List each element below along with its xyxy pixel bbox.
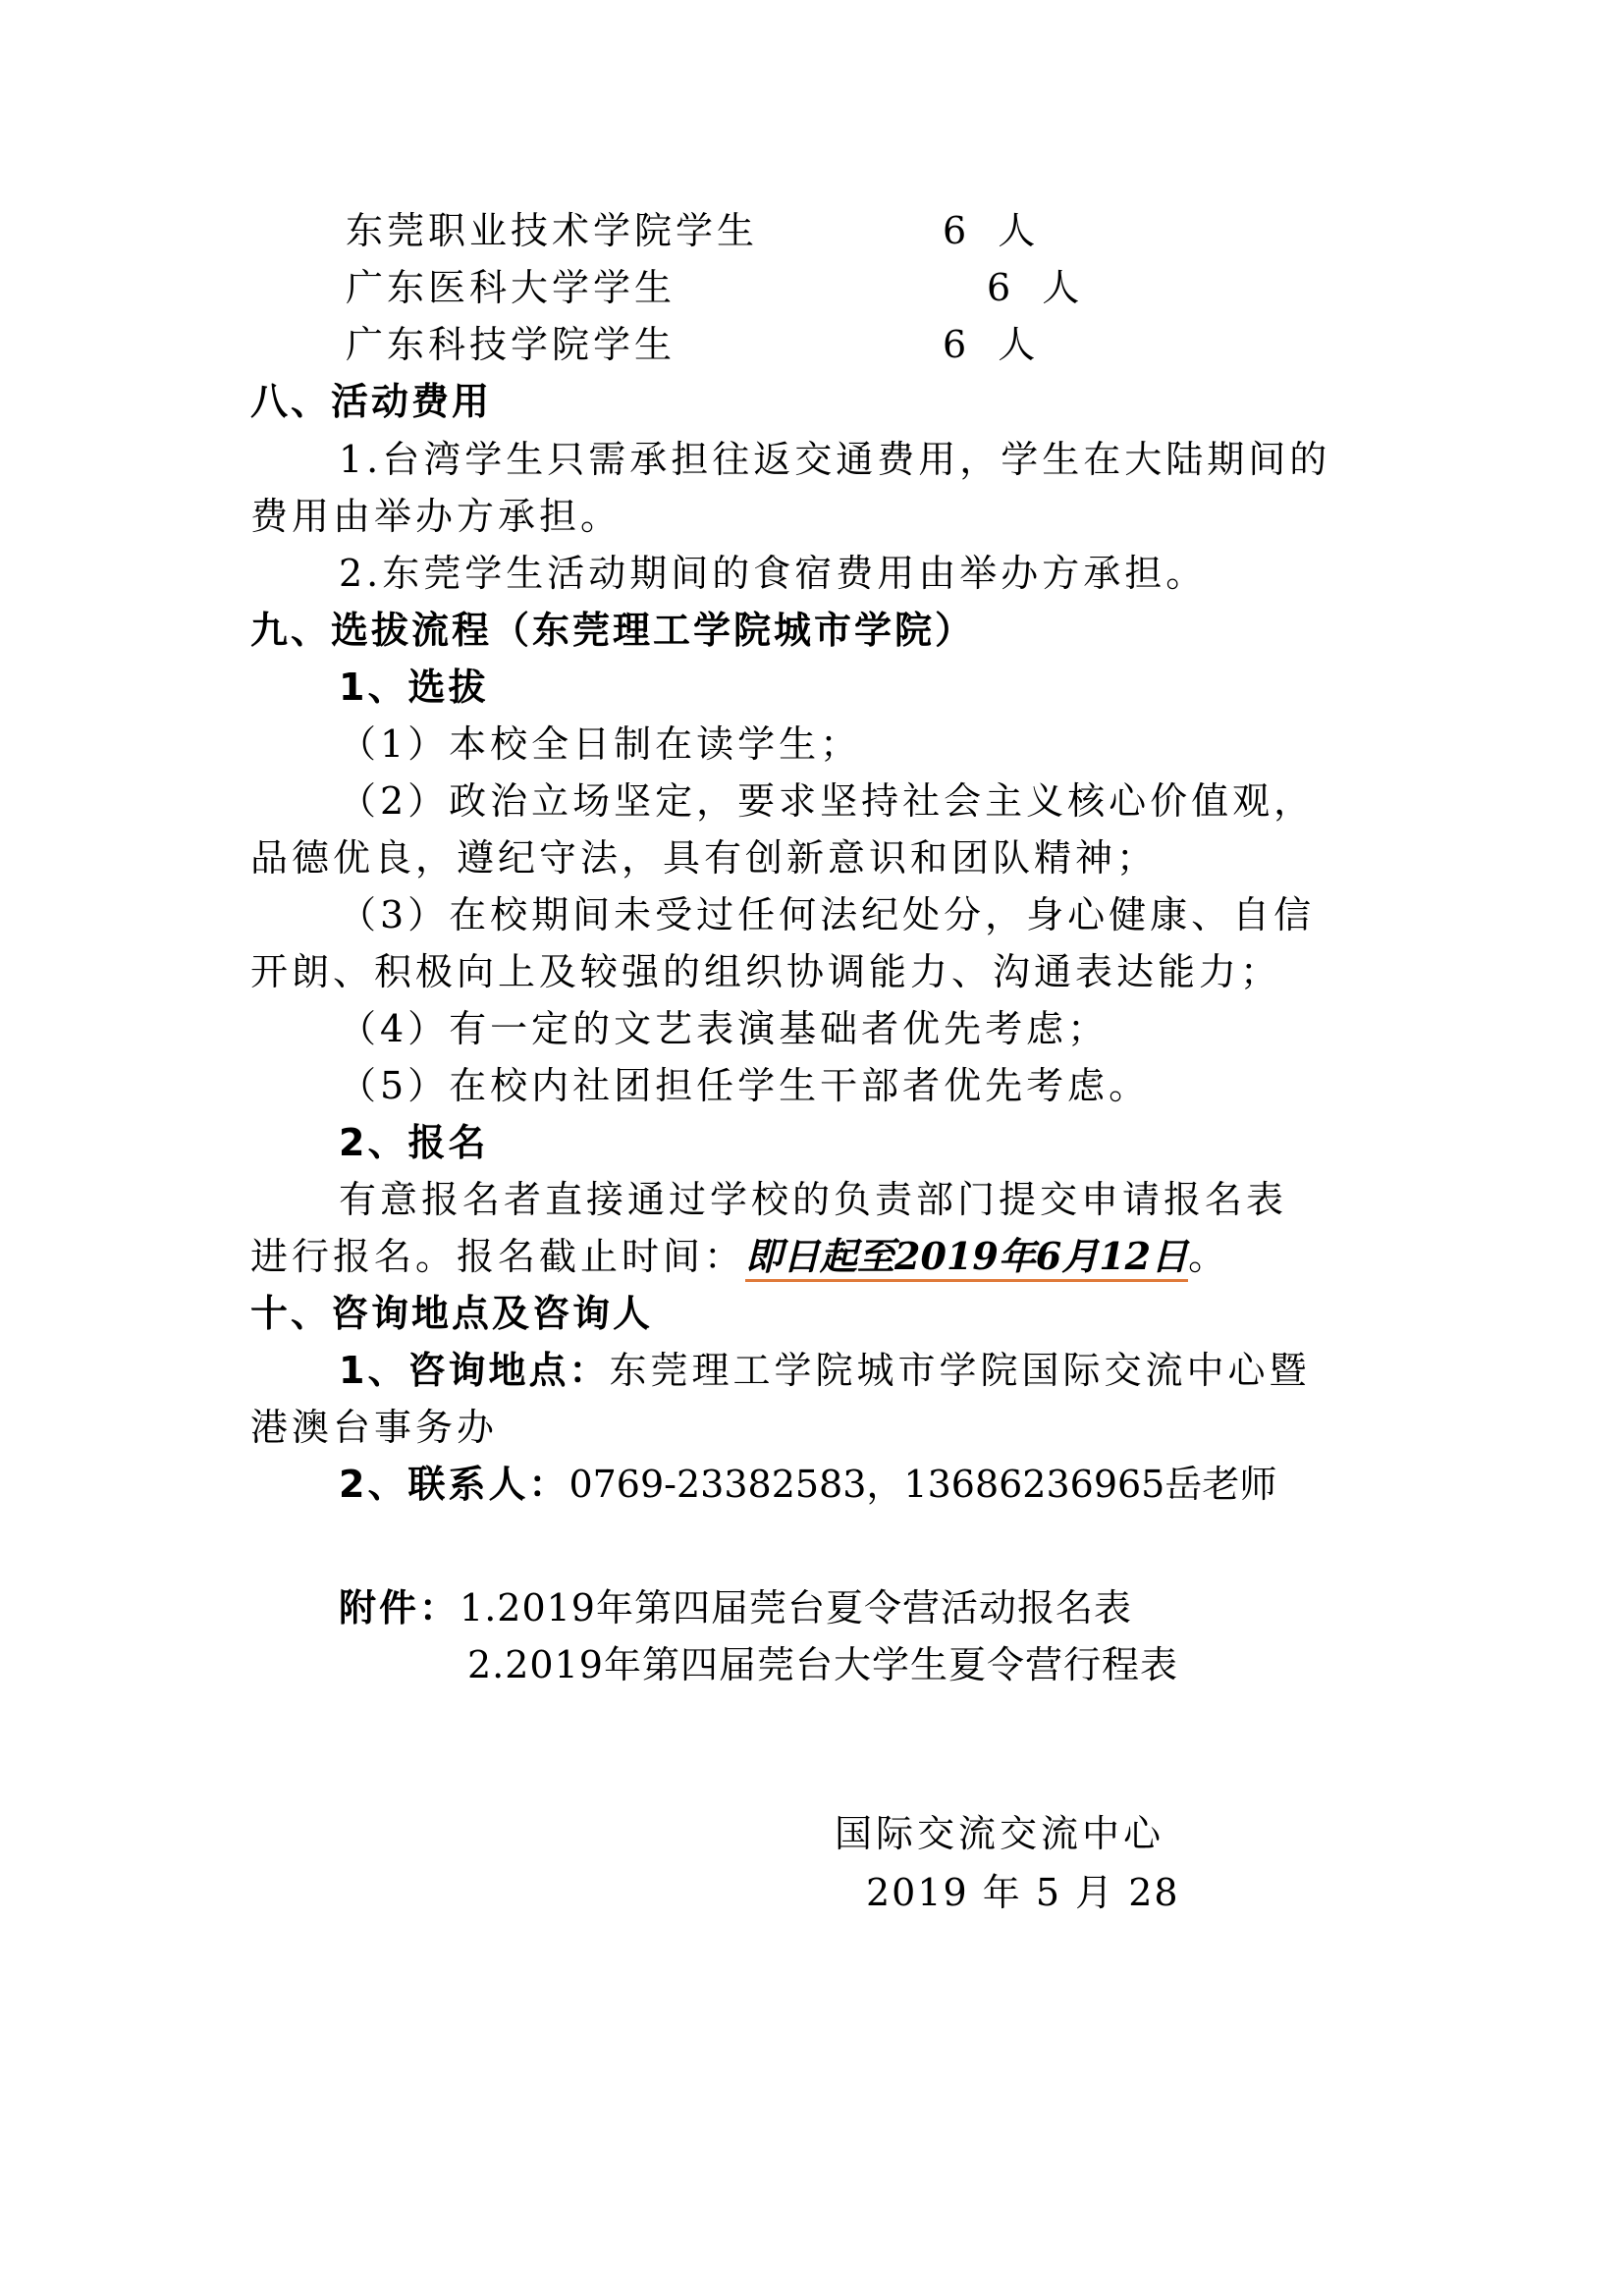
criteria-5: （5）在校内社团担任学生干部者优先考虑。 <box>339 1064 1151 1107</box>
section-9-sub-2: 2、报名 <box>339 1121 489 1164</box>
section-9-title: 九、选拔流程（东莞理工学院城市学院） <box>250 609 976 652</box>
registration-deadline: 即日起至2019年6月12日 <box>745 1234 1188 1282</box>
attachment-item-2: 2.2019年第四届莞台大学生夏令营行程表 <box>467 1643 1178 1686</box>
consult-place-value: 东莞理工学院城市学院国际交流中心暨 <box>609 1349 1311 1392</box>
contact-line <box>339 1457 1276 1512</box>
section-8-item-1-line-1: 1.台湾学生只需承担往返交通费用，学生在大陆期间的 <box>339 438 1331 481</box>
registration-prefix: 进行报名。报名截止时间： <box>250 1235 746 1278</box>
quota-count-1: 6 人 <box>943 209 1046 252</box>
criteria-2-line-2: 品德优良，遵纪守法，具有创新意识和团队精神； <box>250 836 1159 880</box>
attachment-line-1 <box>339 1580 1132 1635</box>
criteria-3-line-1: （3）在校期间未受过任何法纪处分，身心健康、自信 <box>339 893 1316 936</box>
criteria-1: （1）本校全日制在读学生； <box>339 722 862 766</box>
attachment-label: 附件： <box>339 1586 460 1629</box>
section-8-title: 八、活动费用 <box>250 380 493 423</box>
quota-count-2: 6 人 <box>987 266 1090 309</box>
quota-school-2: 广东医科大学学生 <box>346 266 677 309</box>
signature-org: 国际交流交流中心 <box>835 1812 1165 1855</box>
consult-place-line-2: 港澳台事务办 <box>250 1406 499 1449</box>
quota-count-3: 6 人 <box>943 323 1046 366</box>
registration-suffix: 。 <box>1188 1235 1230 1278</box>
signature-date: 2019 年 5 月 28 <box>866 1871 1180 1914</box>
consult-place-label: 1、咨询地点： <box>339 1349 610 1392</box>
contact-value: 0769-23382583，13686236965岳老师 <box>568 1463 1277 1506</box>
section-9-sub-1: 1、选拔 <box>339 666 489 709</box>
attachment-item-1: 1.2019年第四届莞台夏令营活动报名表 <box>460 1586 1132 1629</box>
section-8-item-1-line-2: 费用由举办方承担。 <box>250 495 623 538</box>
registration-line-1: 有意报名者直接通过学校的负责部门提交申请报名表 <box>339 1178 1288 1221</box>
section-8-item-2: 2.东莞学生活动期间的食宿费用由举办方承担。 <box>339 552 1208 595</box>
section-10-title: 十、咨询地点及咨询人 <box>250 1292 654 1335</box>
consult-place-line-1 <box>339 1343 1310 1398</box>
contact-label: 2、联系人： <box>339 1463 569 1506</box>
criteria-3-line-2: 开朗、积极向上及较强的组织协调能力、沟通表达能力； <box>250 950 1282 993</box>
registration-line-2 <box>250 1229 1229 1284</box>
criteria-2-line-1: （2）政治立场坚定，要求坚持社会主义核心价值观， <box>339 779 1316 823</box>
criteria-4: （4）有一定的文艺表演基础者优先考虑； <box>339 1007 1110 1050</box>
quota-school-1: 东莞职业技术学院学生 <box>346 209 759 252</box>
quota-school-3: 广东科技学院学生 <box>346 323 677 366</box>
